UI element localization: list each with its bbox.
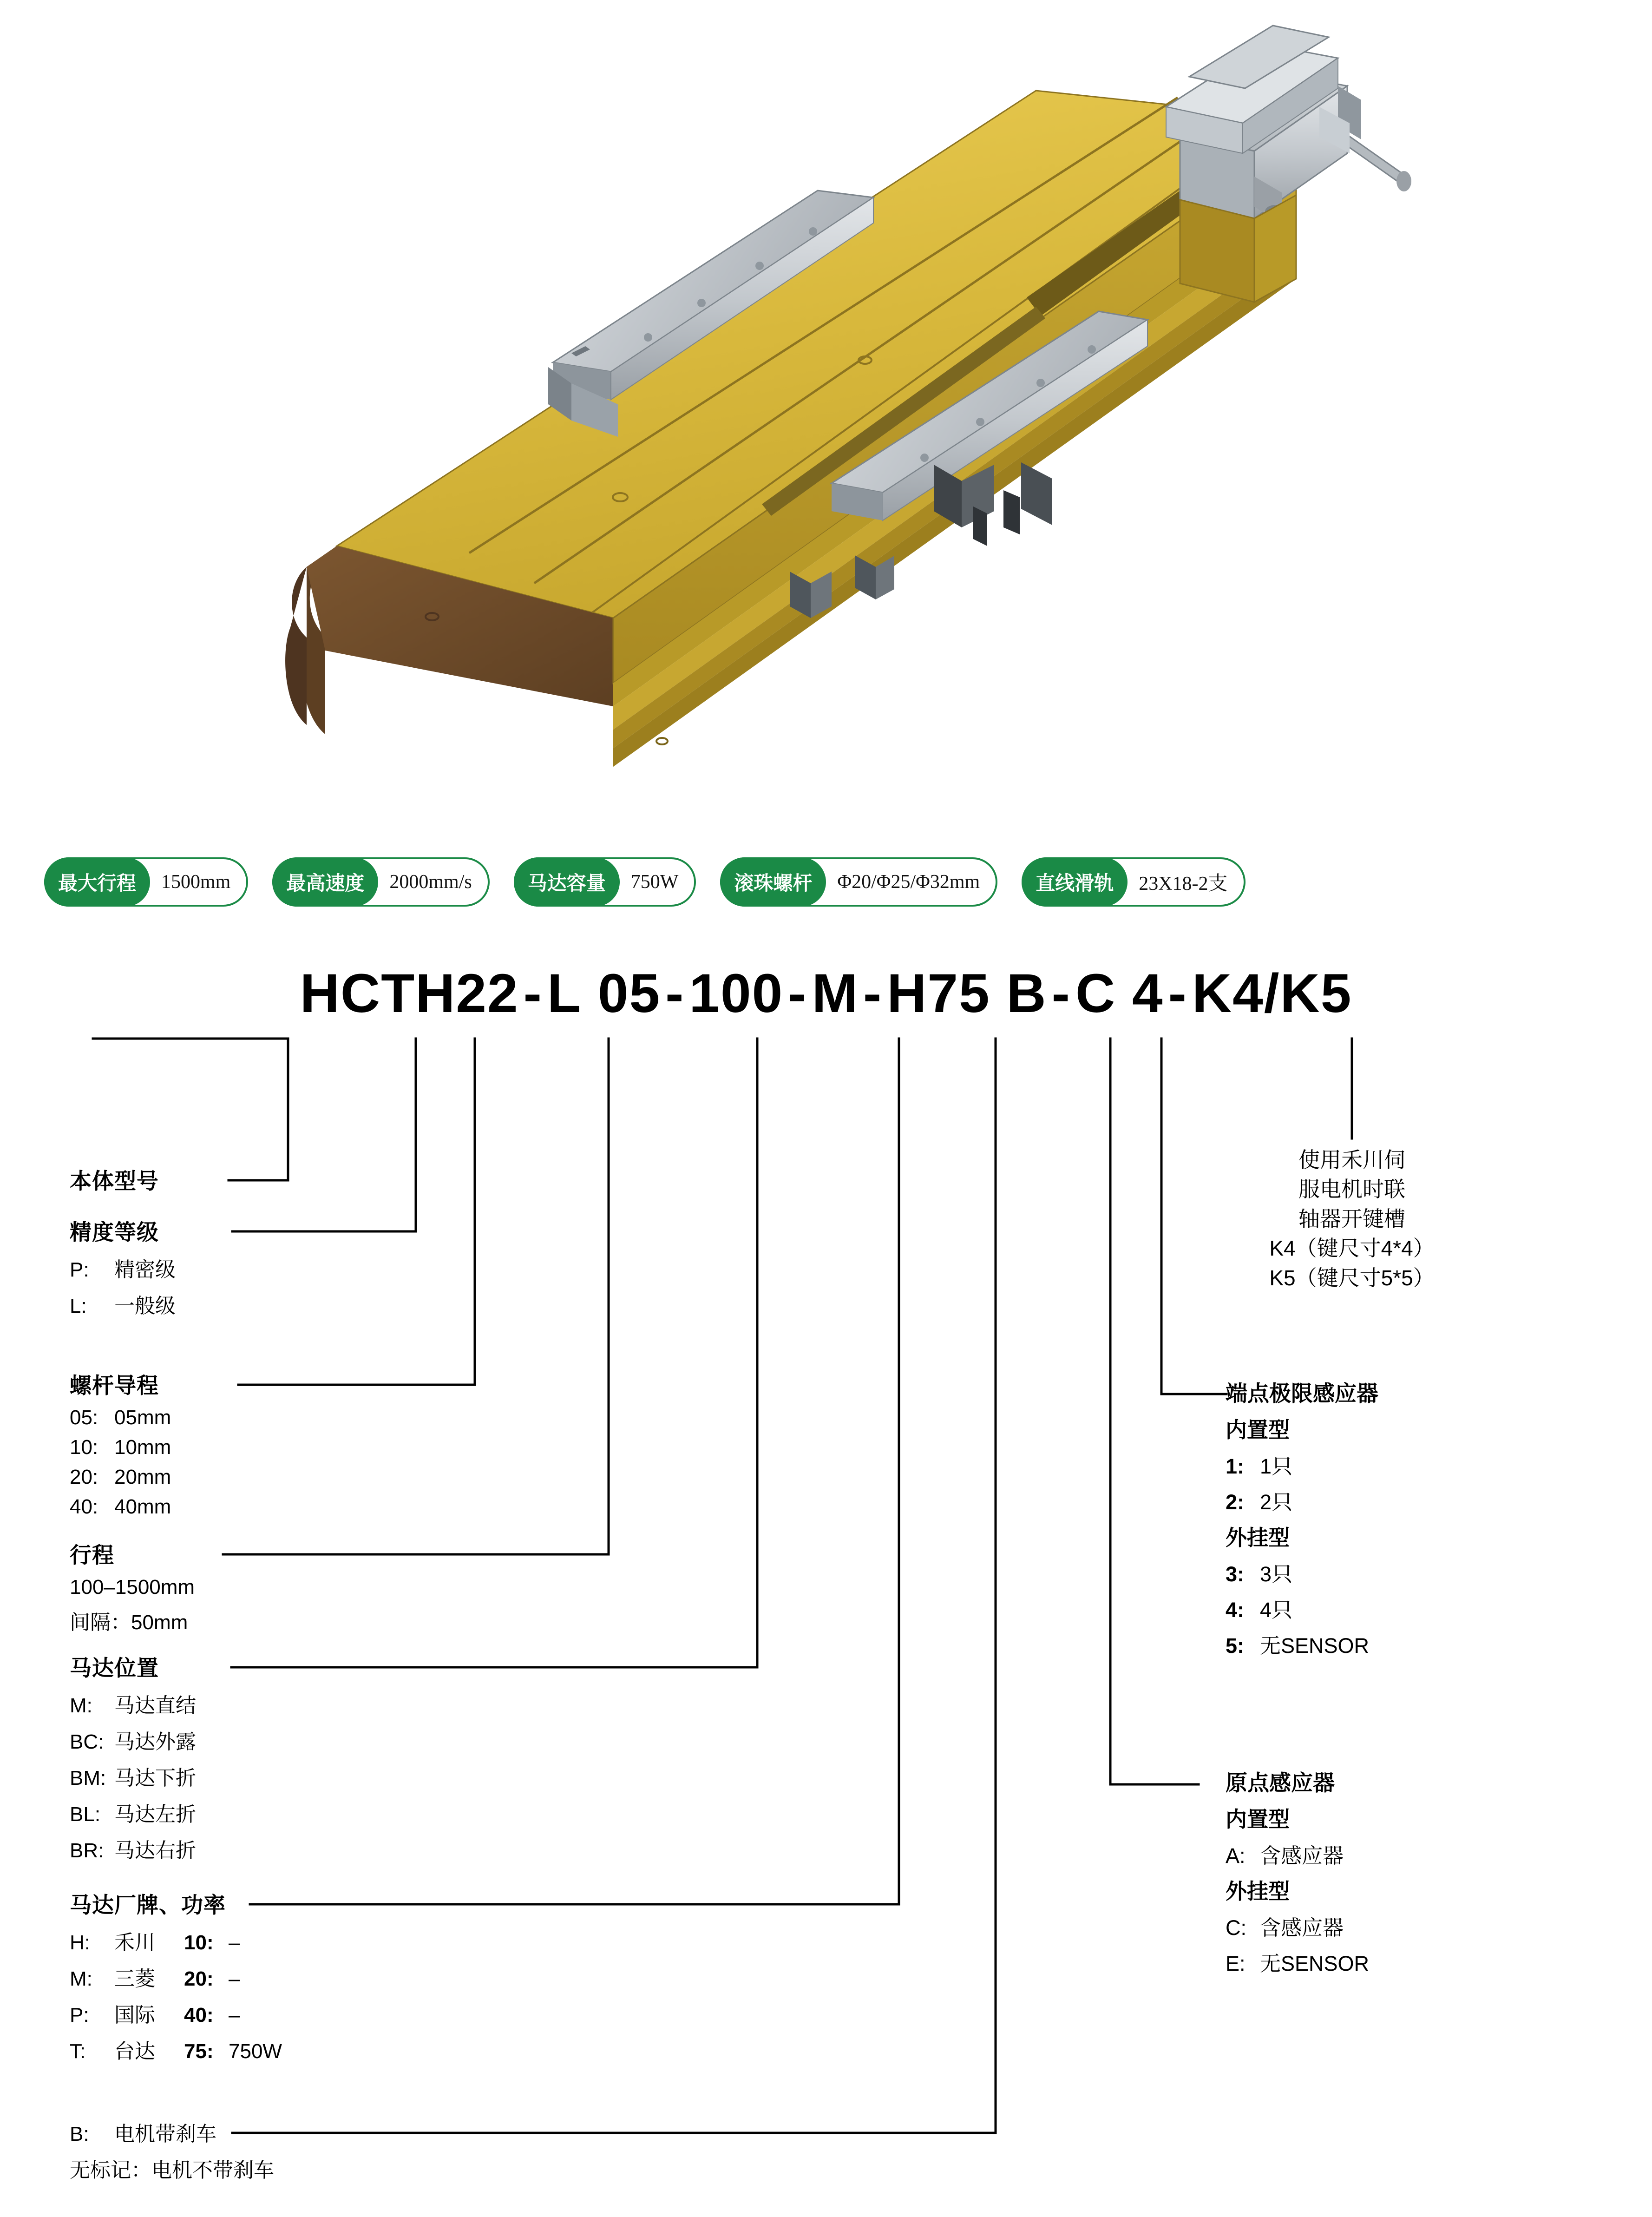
legend-subtitle-limit-external: 外挂型 xyxy=(1226,1526,1290,1550)
code-accuracy: L xyxy=(547,963,582,1024)
spec-pill-row xyxy=(44,854,1610,910)
legend-accuracy-grade xyxy=(70,1215,176,1319)
legend-val-lead-05: 05mm xyxy=(114,1406,171,1429)
legend-row-limit-2 xyxy=(1226,1485,1378,1515)
legend-body-model xyxy=(70,1164,159,1195)
legend-title-screw-lead: 螺杆导程 xyxy=(70,1373,159,1398)
legend-brake xyxy=(70,2117,274,2183)
legend-key-lead-40: 40: xyxy=(70,1495,98,1518)
legend-row-limit-4 xyxy=(1226,1593,1378,1623)
legend-key-brand-h: H: xyxy=(70,1931,90,1954)
legend-row-lead-20 xyxy=(70,1466,171,1489)
legend-motor-position xyxy=(70,1651,196,1863)
legend-screw-lead xyxy=(70,1368,171,1519)
code-dash-5: - xyxy=(1051,963,1071,1024)
legend-key-brake-b: B: xyxy=(70,2123,89,2145)
legend-val-power-10: – xyxy=(229,1931,240,1954)
legend-val-limit-2: 2只 xyxy=(1260,1490,1293,1514)
legend-row-brand-h xyxy=(70,1926,282,1955)
legend-key-motor-pos-bm: BM: xyxy=(70,1767,106,1789)
legend-stroke xyxy=(70,1538,195,1635)
spec-key-motor-capacity: 马达容量 xyxy=(514,857,620,907)
legend-row-brand-p xyxy=(70,1998,282,2028)
legend-title-end-limit-sensor: 端点极限感应器 xyxy=(1226,1381,1378,1406)
code-dash-6: - xyxy=(1168,963,1187,1024)
code-dash-4: - xyxy=(863,963,883,1024)
code-motor-position: M xyxy=(812,963,859,1024)
legend-title-motor-position: 马达位置 xyxy=(70,1656,159,1680)
legend-key-origin-c: C: xyxy=(1226,1916,1246,1940)
legend-val-brand-p: 国际 xyxy=(114,2004,155,2026)
legend-val-lead-10: 10mm xyxy=(114,1436,171,1459)
legend-val-motor-pos-bc: 马达外露 xyxy=(114,1730,196,1753)
legend-val-stroke-step: 间隔：50mm xyxy=(70,1611,188,1634)
legend-subtitle-limit-builtin: 内置型 xyxy=(1226,1418,1290,1442)
spec-pill-linear-guide xyxy=(1022,857,1245,907)
code-motor-brand-power: H75 xyxy=(887,963,990,1024)
legend-val-brake-none: 无标记：电机不带刹车 xyxy=(70,2159,274,2182)
legend-key-motor-pos-bc: BC: xyxy=(70,1730,104,1753)
product-illustration xyxy=(0,0,1652,832)
legend-key-brand-t: T: xyxy=(70,2040,86,2063)
spec-pill-ball-screw xyxy=(720,857,997,907)
legend-key-motor-pos-bl: BL: xyxy=(70,1803,101,1826)
code-dash-1: - xyxy=(523,963,543,1024)
legend-val-brand-m: 三菱 xyxy=(114,1967,155,1990)
legend-val-lead-40: 40mm xyxy=(114,1495,171,1518)
legend-row-lead-40 xyxy=(70,1495,171,1519)
spec-key-linear-guide: 直线滑轨 xyxy=(1022,857,1128,907)
code-limit-sensor: 4 xyxy=(1132,963,1164,1024)
legend-val-lead-20: 20mm xyxy=(114,1466,171,1488)
legend-val-origin-a: 含感应器 xyxy=(1260,1844,1344,1868)
legend-key-lead-10: 10: xyxy=(70,1436,98,1459)
legend-keyway-line-2: 服电机时联 xyxy=(1298,1177,1405,1202)
legend-row-origin-c xyxy=(1226,1911,1369,1941)
legend-val-motor-pos-br: 马达右折 xyxy=(114,1839,196,1862)
code-lead: 05 xyxy=(597,963,661,1024)
legend-row-accuracy-p xyxy=(70,1253,176,1283)
legend-keyway-line-3: 轴器开键槽 xyxy=(1298,1206,1405,1231)
legend-row-stroke-step xyxy=(70,1605,195,1635)
legend-val-limit-3: 3只 xyxy=(1260,1562,1293,1586)
legend-row-motor-pos-bm xyxy=(70,1761,196,1791)
legend-end-limit-sensor xyxy=(1226,1376,1378,1659)
code-body-model: HCTH22 xyxy=(300,963,519,1024)
legend-coupling-keyway xyxy=(1208,1145,1496,1293)
legend-val-origin-c: 含感应器 xyxy=(1260,1916,1344,1940)
legend-row-accuracy-l xyxy=(70,1289,176,1319)
spec-value-ball-screw: Φ20/Φ25/Φ32mm xyxy=(837,871,980,893)
legend-val-motor-pos-bl: 马达左折 xyxy=(114,1803,196,1826)
legend-val-accuracy-p: 精密级 xyxy=(114,1258,176,1281)
legend-val-power-75: 750W xyxy=(229,2040,282,2063)
legend-title-body-model: 本体型号 xyxy=(70,1169,159,1193)
legend-key-brand-m: M: xyxy=(70,1967,92,1990)
spec-pill-motor-capacity xyxy=(514,857,696,907)
legend-row-brake-b xyxy=(70,2117,274,2147)
code-dash-2: - xyxy=(665,963,685,1024)
spec-key-max-speed: 最高速度 xyxy=(272,857,378,907)
legend-val-brand-h: 禾川 xyxy=(114,1931,155,1954)
legend-row-limit-1 xyxy=(1226,1449,1378,1480)
legend-val-limit-4: 4只 xyxy=(1260,1598,1293,1622)
spec-value-max-speed: 2000mm/s xyxy=(389,871,472,893)
legend-row-brand-t xyxy=(70,2034,282,2064)
code-dash-3: - xyxy=(788,963,807,1024)
legend-key-limit-5: 5: xyxy=(1226,1634,1245,1658)
legend-row-lead-10 xyxy=(70,1436,171,1459)
legend-row-lead-05 xyxy=(70,1406,171,1429)
legend-row-brand-m xyxy=(70,1962,282,1992)
legend-key-limit-2: 2: xyxy=(1226,1490,1245,1514)
legend-val-motor-pos-m: 马达直结 xyxy=(114,1694,196,1717)
legend-key-power-40: 40: xyxy=(184,2004,214,2026)
legend-title-origin-sensor: 原点感应器 xyxy=(1226,1770,1335,1795)
spec-pill-max-speed xyxy=(272,857,489,907)
legend-val-limit-1: 1只 xyxy=(1260,1454,1293,1478)
legend-keyway-line-5: K5（键尺寸5*5） xyxy=(1269,1265,1435,1290)
legend-row-origin-e xyxy=(1226,1947,1369,1977)
legend-row-motor-pos-m xyxy=(70,1689,196,1718)
legend-key-limit-3: 3: xyxy=(1226,1562,1245,1586)
legend-val-limit-5: 无SENSOR xyxy=(1260,1634,1370,1658)
legend-key-motor-pos-br: BR: xyxy=(70,1839,104,1862)
legend-subtitle-origin-external: 外挂型 xyxy=(1226,1879,1290,1903)
legend-val-stroke-range: 100–1500mm xyxy=(70,1576,195,1599)
legend-key-limit-1: 1: xyxy=(1226,1454,1245,1478)
actuator-body xyxy=(285,91,1301,767)
legend-title-accuracy-grade: 精度等级 xyxy=(70,1220,159,1244)
legend-row-brake-none xyxy=(70,2153,274,2183)
legend-val-power-20: – xyxy=(229,1967,240,1990)
legend-subtitle-origin-builtin: 内置型 xyxy=(1226,1807,1290,1831)
spec-value-motor-capacity: 750W xyxy=(630,871,679,893)
legend-row-stroke-range xyxy=(70,1576,195,1599)
legend-key-limit-4: 4: xyxy=(1226,1598,1245,1622)
legend-motor-brand-power xyxy=(70,1888,282,2064)
legend-row-motor-pos-bc xyxy=(70,1725,196,1755)
legend-key-power-10: 10: xyxy=(184,1931,214,1954)
spec-pill-max-stroke xyxy=(44,857,248,907)
legend-keyway-line-1: 使用禾川伺 xyxy=(1298,1148,1405,1172)
legend-key-origin-e: E: xyxy=(1226,1952,1246,1975)
spec-key-ball-screw: 滚珠螺杆 xyxy=(720,857,826,907)
legend-val-power-40: – xyxy=(229,2004,240,2026)
legend-row-motor-pos-br xyxy=(70,1834,196,1863)
legend-title-stroke: 行程 xyxy=(70,1543,114,1567)
legend-key-power-20: 20: xyxy=(184,1967,214,1990)
legend-row-limit-5 xyxy=(1226,1629,1378,1659)
legend-key-lead-20: 20: xyxy=(70,1466,98,1488)
legend-key-lead-05: 05: xyxy=(70,1406,98,1429)
code-origin-sensor: C xyxy=(1075,963,1116,1024)
legend-origin-sensor xyxy=(1226,1766,1369,1977)
servo-motor xyxy=(1166,26,1411,223)
spec-value-linear-guide: 23X18-2支 xyxy=(1139,873,1228,895)
code-keyway: K4/K5 xyxy=(1192,963,1352,1024)
legend-key-accuracy-p: P: xyxy=(70,1258,89,1281)
legend-row-motor-pos-bl xyxy=(70,1797,196,1827)
spec-key-max-stroke: 最大行程 xyxy=(44,857,150,907)
legend-key-brand-p: P: xyxy=(70,2004,89,2026)
legend-row-origin-a xyxy=(1226,1839,1369,1869)
legend-val-accuracy-l: 一般级 xyxy=(114,1295,176,1317)
legend-val-origin-e: 无SENSOR xyxy=(1260,1952,1370,1975)
legend-val-motor-pos-bm: 马达下折 xyxy=(114,1767,196,1789)
code-stroke: 100 xyxy=(689,963,784,1024)
legend-key-power-75: 75: xyxy=(184,2040,214,2063)
legend-key-motor-pos-m: M: xyxy=(70,1694,92,1717)
legend-title-motor-brand-power: 马达厂牌、功率 xyxy=(70,1893,226,1917)
legend-keyway-line-4: K4（键尺寸4*4） xyxy=(1269,1236,1435,1261)
legend-key-origin-a: A: xyxy=(1226,1844,1246,1868)
legend-val-brake-b: 电机带刹车 xyxy=(114,2123,216,2145)
legend-key-accuracy-l: L: xyxy=(70,1295,87,1317)
legend-row-limit-3 xyxy=(1226,1557,1378,1587)
legend-val-brand-t: 台达 xyxy=(114,2040,155,2063)
spec-value-max-stroke: 1500mm xyxy=(161,871,231,893)
model-code-string xyxy=(0,962,1652,1025)
code-brake: B xyxy=(1006,963,1047,1024)
